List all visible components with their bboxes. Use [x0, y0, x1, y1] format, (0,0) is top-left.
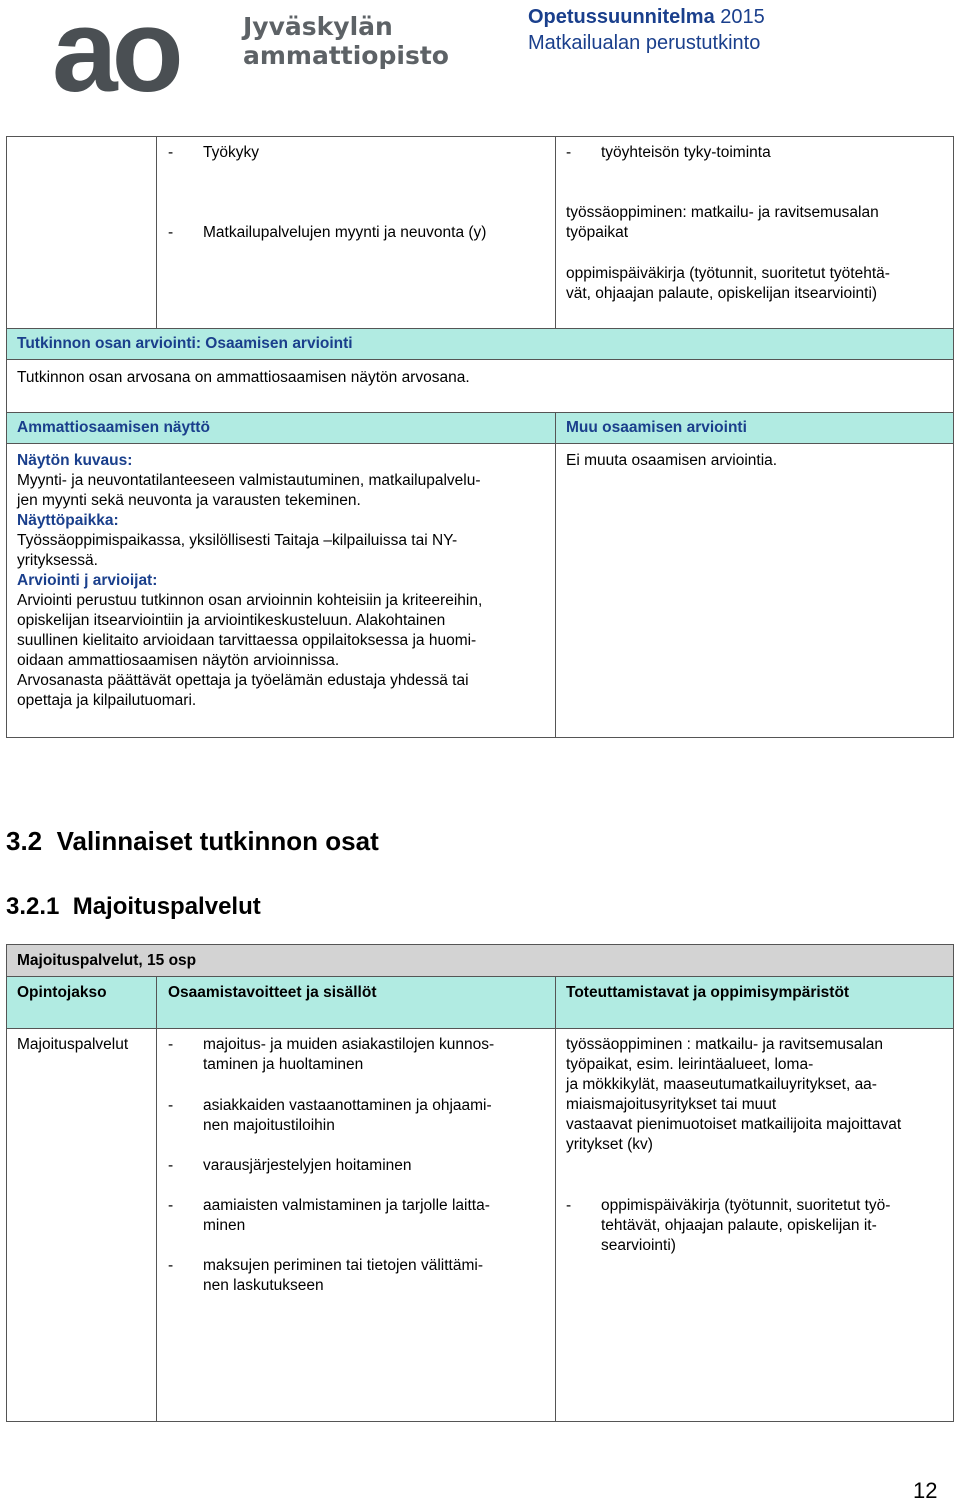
assess-line: suullinen kielitaito arvioidaan tarvittaessa oppilaitoksessa ja huomi- [17, 632, 477, 649]
goal-line: asiakkaiden vastaanottaminen ja ohjaami- [203, 1097, 492, 1114]
goal-line: majoitus- ja muiden asiakastilojen kunnos- [203, 1036, 495, 1053]
assess-line: opettaja ja kilpailutuomari. [17, 692, 197, 709]
col-header-implementation: Toteuttamistavat ja oppimisympäristöt [566, 984, 850, 1001]
document-subtitle: Matkailualan perustutkinto [528, 32, 761, 54]
assess-line: Arviointi perustuu tutkinnon osan arvioinnin kohteisiin ja kriteereihin, [17, 592, 483, 609]
eval-heading: Tutkinnon osan arviointi: Osaamisen arviointi [17, 335, 353, 352]
place-line: yrityksessä. [17, 552, 98, 569]
row2-right-l2: työpaikat [566, 224, 629, 241]
row2-left: Matkailupalvelujen myynti ja neuvonta (y) [203, 224, 487, 241]
goal-line: nen laskutukseen [203, 1277, 324, 1294]
col-header-course: Opintojakso [17, 984, 107, 1001]
assess-label: Arviointi j arvioijat: [17, 572, 158, 589]
assess-line: oidaan ammattiosaamisen näytön arvioinnissa. [17, 652, 340, 669]
row1-right: työyhteisön tyky-toiminta [601, 144, 771, 161]
desc-line: jen myynti sekä neuvonta ja varausten tekeminen. [17, 492, 361, 509]
impl-line: searviointi) [601, 1237, 676, 1254]
desc-line: Myynti- ja neuvontatilanteeseen valmistautuminen, matkailupalvelu- [17, 472, 481, 489]
logo-mark [52, 0, 178, 117]
place-label: Näyttöpaikka: [17, 512, 119, 529]
course-name: Majoituspalvelut [17, 1036, 129, 1053]
table2-title: Majoituspalvelut, 15 osp [17, 952, 197, 969]
logo-wordmark [243, 12, 449, 70]
logo-line1: Jyväskylän [243, 12, 393, 41]
goal-line: nen majoitustiloihin [203, 1117, 335, 1134]
row1-left: Työkyky [203, 144, 259, 161]
impl-line: yritykset (kv) [566, 1136, 653, 1153]
goal-line: varausjärjestelyjen hoitaminen [203, 1157, 412, 1174]
other-text: Ei muuta osaamisen arviointia. [566, 452, 778, 469]
goal-line: minen [203, 1217, 246, 1234]
row2-right-l1: työssäoppiminen: matkailu- ja ravitsemusalan [566, 204, 879, 221]
impl-line: tehtävät, ohjaajan palaute, opiskelijan it- [601, 1217, 877, 1234]
document-title: Opetussuunnitelma 2015 [528, 6, 765, 28]
subsection-heading: 3.2.1 Majoituspalvelut [6, 893, 261, 920]
row3-right-l1: oppimispäiväkirja (työtunnit, suoritetut työtehtä- [566, 265, 890, 282]
logo-letters: ao [52, 0, 178, 117]
other-heading: Muu osaamisen arviointi [566, 419, 747, 436]
section-heading: 3.2 Valinnaiset tutkinnon osat [6, 826, 379, 856]
impl-line: ja mökkikylät, maaseutumatkailuyritykset, aa- [566, 1076, 877, 1093]
table2-border [6, 944, 954, 1422]
goal-line: aamiaisten valmistaminen ja tarjolle laitta- [203, 1197, 490, 1214]
goal-line: taminen ja huoltaminen [203, 1056, 364, 1073]
demo-heading: Ammattiosaamisen näyttö [17, 419, 210, 436]
assess-line: Arvosanasta päättävät opettaja ja työelämän edustaja yhdessä tai [17, 672, 469, 689]
goal-line: maksujen periminen tai tietojen välittämi- [203, 1257, 483, 1274]
page-number: 12 [913, 1478, 938, 1503]
eval-text: Tutkinnon osan arvosana on ammattiosaamisen näytön arvosana. [17, 369, 470, 386]
impl-line: vastaavat pienimuotoiset matkailijoita majoittavat [566, 1116, 902, 1133]
assess-line: opiskelijan itsearviointiin ja arviointikeskusteluun. Alakohtainen [17, 612, 446, 629]
impl-line: työpaikat, esim. leirintäalueet, loma- [566, 1056, 814, 1073]
impl-line: työssäoppiminen : matkailu- ja ravitsemusalan [566, 1036, 884, 1053]
logo-line2: ammattiopisto [243, 41, 449, 70]
desc-label: Näytön kuvaus: [17, 452, 133, 469]
impl-line: miaismajoitusyritykset tai muut [566, 1096, 777, 1113]
col-header-goals: Osaamistavoitteet ja sisällöt [168, 984, 377, 1001]
impl-line: oppimispäiväkirja (työtunnit, suoritetut työ- [601, 1197, 891, 1214]
row3-right-l2: vät, ohjaajan palaute, opiskelijan itsearviointi) [566, 285, 878, 302]
place-line: Työssäoppimispaikassa, yksilöllisesti Taitaja –kilpailuissa tai NY- [17, 532, 458, 549]
